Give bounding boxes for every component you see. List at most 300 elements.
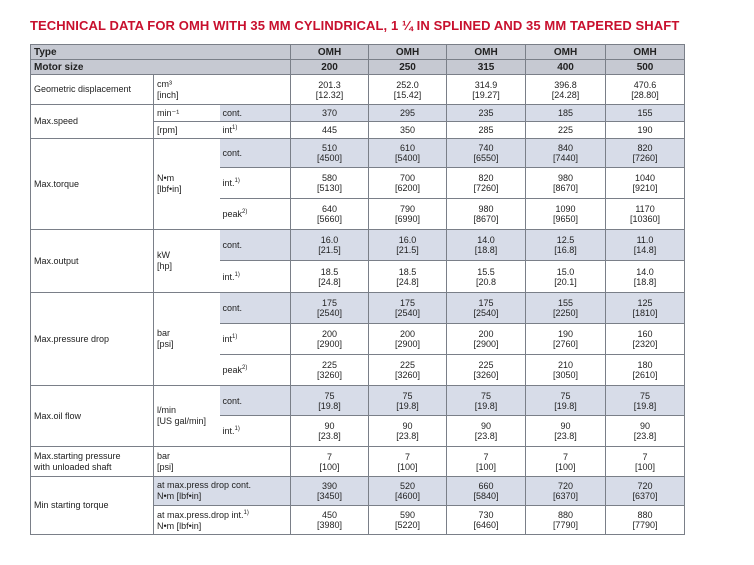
value-text: 75 — [640, 390, 651, 401]
cell-text: kW — [157, 250, 170, 260]
value-cell — [526, 105, 606, 122]
value-text: 510 — [322, 143, 338, 153]
row-label — [31, 230, 154, 293]
value-cell — [369, 324, 447, 355]
value-cell — [447, 168, 526, 199]
sub-label — [220, 105, 291, 122]
cell-text: cont. — [222, 303, 243, 313]
value-text: [2760] — [553, 339, 579, 349]
value-cell — [369, 447, 447, 477]
value-cell — [291, 230, 369, 261]
value-text: 14.0 — [477, 235, 495, 245]
value-text: 125 — [637, 298, 653, 308]
value-cell — [526, 230, 606, 261]
value-text: [6550] — [473, 153, 499, 163]
unit-cell — [154, 122, 220, 139]
row-label — [31, 105, 154, 139]
value-cell — [526, 386, 606, 416]
value-cell — [369, 105, 447, 122]
cell-text: Max.torque — [34, 178, 80, 189]
unit-cell — [154, 105, 220, 122]
row-label — [31, 477, 154, 535]
size-value: 315 — [477, 61, 495, 73]
value-text: 295 — [400, 108, 416, 118]
value-cell — [369, 139, 447, 168]
value-text: [24.8] — [396, 276, 419, 287]
value-cell — [606, 261, 685, 293]
sub-label — [220, 355, 291, 386]
cell-text: [rpm] — [157, 124, 178, 135]
condition-cell — [154, 477, 291, 506]
value-text: 730 — [478, 510, 494, 520]
value-text: 1170 — [635, 204, 655, 214]
value-text: 175 — [478, 298, 494, 308]
value-text: 190 — [558, 329, 574, 339]
value-text: [10360] — [630, 214, 661, 224]
value-cell — [606, 506, 685, 535]
value-text: 190 — [637, 125, 653, 135]
cell-text: [psi] — [157, 461, 174, 472]
value-cell — [369, 477, 447, 506]
value-cell — [369, 230, 447, 261]
value-text: [15.42] — [393, 89, 422, 100]
value-cell — [291, 199, 369, 230]
value-text: [23.8] — [474, 431, 498, 441]
unit-cell — [154, 293, 220, 386]
value-text: [5400] — [395, 153, 421, 163]
value-cell — [369, 168, 447, 199]
value-cell — [606, 168, 685, 199]
sub-label — [220, 230, 291, 261]
value-text: 980 — [558, 173, 574, 183]
value-cell — [606, 416, 685, 447]
cell-text: N•m — [157, 173, 175, 183]
value-text: [6200] — [395, 183, 421, 193]
value-text: [24.8] — [318, 276, 341, 287]
row-label — [31, 75, 154, 105]
value-text: [21.5] — [396, 245, 419, 255]
value-text: [6460] — [473, 520, 499, 530]
value-text: [28.80] — [631, 89, 659, 100]
value-text: 225 — [478, 360, 494, 370]
value-text: [7440] — [553, 153, 579, 163]
value-text: [4500] — [317, 153, 343, 163]
pressure-row — [31, 293, 685, 324]
value-text: [7260] — [473, 183, 499, 193]
value-text: [18.8] — [633, 276, 657, 287]
sub-label — [220, 168, 291, 199]
value-text: 225 — [322, 360, 338, 370]
cell-text: int — [222, 334, 233, 344]
value-cell — [291, 386, 369, 416]
value-text: [18.8] — [474, 245, 498, 255]
value-text: 7 — [483, 451, 489, 462]
value-text: [19.8] — [396, 400, 419, 411]
value-cell — [369, 199, 447, 230]
value-text: 790 — [400, 204, 416, 214]
value-text: 210 — [558, 360, 574, 370]
value-text: 720 — [558, 481, 574, 491]
cell-text: bar — [157, 328, 171, 338]
value-text: 880 — [637, 510, 653, 520]
value-cell — [447, 355, 526, 386]
speed-row — [31, 105, 685, 122]
cell-text: with unloaded shaft — [34, 461, 112, 472]
cell-text: cont. — [222, 108, 243, 118]
value-text: 75 — [324, 390, 335, 401]
value-cell — [369, 386, 447, 416]
sub-label — [220, 324, 291, 355]
size-value: 250 — [399, 61, 416, 73]
value-cell — [291, 105, 369, 122]
value-text: 314.9 — [474, 79, 498, 90]
value-text: [6370] — [553, 491, 579, 501]
value-text: 90 — [481, 421, 492, 431]
value-text: [23.8] — [633, 431, 657, 441]
value-text: 14.0 — [636, 266, 654, 277]
footnote-mark: 1) — [232, 334, 238, 340]
value-cell — [369, 261, 447, 293]
sub-label — [220, 416, 291, 447]
value-cell — [606, 447, 685, 477]
value-cell — [447, 386, 526, 416]
tech-data-table — [30, 44, 685, 535]
value-cell — [447, 122, 526, 139]
value-cell — [369, 293, 447, 324]
value-text: 175 — [400, 298, 416, 308]
value-text: 720 — [637, 481, 653, 491]
value-cell — [447, 139, 526, 168]
value-text: [2540] — [473, 308, 499, 318]
value-text: 1090 — [555, 204, 576, 214]
cell-text: l/min — [157, 405, 177, 415]
value-text: [20.8 — [476, 276, 497, 287]
value-text: 201.3 — [318, 79, 341, 90]
value-text: 200 — [322, 329, 338, 339]
value-text: 390 — [322, 481, 338, 491]
value-text: 18.5 — [320, 266, 339, 277]
value-text: 396.8 — [554, 79, 577, 90]
cell-text: Geometric displacement — [34, 84, 132, 94]
value-cell — [369, 122, 447, 139]
value-cell — [447, 477, 526, 506]
value-cell — [606, 230, 685, 261]
unit-cell — [154, 139, 220, 230]
row-label — [31, 139, 154, 230]
sub-label — [220, 199, 291, 230]
value-text: [100] — [319, 461, 340, 472]
displacement-row — [31, 75, 685, 105]
value-text: 75 — [560, 390, 571, 401]
value-cell — [447, 261, 526, 293]
value-text: 740 — [478, 143, 494, 153]
value-text: [7260] — [632, 153, 658, 163]
footnote-mark: 1) — [234, 178, 240, 184]
type-value: OMH — [633, 46, 657, 58]
value-cell — [526, 293, 606, 324]
value-cell — [606, 105, 685, 122]
value-text: 445 — [322, 125, 338, 135]
value-text: 7 — [642, 451, 648, 462]
value-text: [16.8] — [554, 245, 577, 255]
value-cell — [526, 261, 606, 293]
type-label: Type — [34, 46, 57, 58]
value-cell — [369, 416, 447, 447]
sub-label — [220, 139, 291, 168]
value-text: [8670] — [553, 183, 579, 193]
value-text: 1040 — [635, 173, 656, 183]
value-text: 225 — [400, 360, 416, 370]
cell-text: Max.speed — [34, 116, 79, 126]
value-text: [3260] — [473, 370, 499, 380]
value-cell — [369, 75, 447, 105]
value-text: 16.0 — [320, 235, 339, 245]
oil-row — [31, 386, 685, 416]
value-cell — [606, 293, 685, 324]
value-text: [6370] — [632, 491, 658, 501]
torque-row — [31, 139, 685, 168]
cell-text: [psi] — [157, 339, 174, 349]
value-text: [3450] — [317, 491, 343, 501]
unit-cell — [154, 447, 291, 477]
value-cell — [526, 122, 606, 139]
cell-text: int — [222, 125, 233, 135]
value-cell — [291, 261, 369, 293]
cell-text: Max.oil flow — [34, 410, 82, 421]
value-cell — [291, 122, 369, 139]
value-text: 18.5 — [398, 266, 417, 277]
value-text: [2900] — [395, 339, 421, 349]
sub-label — [220, 293, 291, 324]
value-text: [3050] — [553, 370, 579, 380]
value-text: 200 — [478, 329, 494, 339]
value-cell — [447, 293, 526, 324]
value-text: [23.8] — [554, 431, 577, 441]
cell-text: cont. — [222, 148, 243, 158]
value-cell — [606, 324, 685, 355]
value-cell — [291, 168, 369, 199]
value-text: [9210] — [632, 183, 658, 193]
value-cell — [291, 477, 369, 506]
value-text: 350 — [400, 125, 416, 135]
value-text: 700 — [400, 173, 416, 183]
value-text: [3260] — [317, 370, 343, 380]
value-text: [19.8] — [633, 400, 657, 411]
cell-text: Min starting torque — [34, 500, 109, 510]
value-text: 155 — [558, 298, 574, 308]
value-text: [1810] — [632, 308, 658, 318]
value-text: 11.0 — [636, 235, 654, 245]
cell-text: int. — [222, 271, 235, 282]
value-text: 252.0 — [396, 79, 419, 90]
value-cell — [526, 139, 606, 168]
value-cell — [447, 75, 526, 105]
value-cell — [291, 139, 369, 168]
value-text: [8670] — [473, 214, 499, 224]
size-label: Motor size — [34, 61, 84, 73]
value-cell — [447, 447, 526, 477]
cell-text: Max.pressure drop — [34, 333, 110, 344]
value-text: [6990] — [395, 214, 421, 224]
value-text: [24.28] — [551, 89, 580, 100]
value-cell — [291, 506, 369, 535]
value-cell — [447, 199, 526, 230]
value-cell — [606, 122, 685, 139]
value-text: 200 — [400, 329, 416, 339]
cell-text: cont. — [222, 240, 243, 250]
sub-label — [220, 261, 291, 293]
value-text: [3980] — [317, 520, 343, 530]
cell-text: [inch] — [157, 89, 179, 100]
value-text: [19.8] — [474, 400, 498, 411]
starting-torque-row — [31, 477, 685, 506]
value-text: [23.8] — [318, 431, 341, 441]
value-cell — [526, 416, 606, 447]
value-cell — [526, 506, 606, 535]
value-text: 90 — [640, 421, 651, 431]
value-text: [2320] — [632, 339, 658, 349]
value-cell — [526, 355, 606, 386]
value-text: 980 — [478, 204, 494, 214]
value-text: 590 — [400, 510, 416, 520]
size-value: 400 — [557, 61, 574, 73]
type-value: OMH — [474, 46, 498, 58]
value-text: [12.32] — [315, 89, 344, 100]
value-text: [100] — [555, 461, 576, 472]
value-text: [7790] — [553, 520, 579, 530]
row-label — [31, 447, 154, 477]
value-text: [3260] — [395, 370, 421, 380]
cell-text: Max.starting pressure — [34, 450, 121, 461]
value-text: [20.1] — [554, 276, 577, 287]
value-text: [14.8] — [633, 245, 657, 255]
value-cell — [526, 324, 606, 355]
value-cell — [606, 75, 685, 105]
value-cell — [606, 139, 685, 168]
value-cell — [291, 447, 369, 477]
value-text: 450 — [322, 510, 338, 520]
unit-cell — [154, 230, 220, 293]
type-value: OMH — [553, 46, 578, 58]
value-cell — [526, 199, 606, 230]
cell-text: [hp] — [157, 261, 173, 271]
unit-cell — [154, 386, 220, 447]
page-title: TECHNICAL DATA FOR OMH WITH 35 MM CYLINDRICAL, 1 ¼ IN SPLINED AND 35 MM TAPERED SHAFT — [30, 18, 680, 33]
value-text: 15.5 — [477, 266, 495, 277]
value-text: 15.0 — [556, 266, 575, 277]
value-text: 12.5 — [556, 235, 575, 245]
value-text: [2540] — [395, 308, 421, 318]
value-text: [19.8] — [318, 400, 341, 411]
value-text: [19.27] — [472, 89, 500, 100]
sub-label — [220, 386, 291, 416]
cell-text: [lbf•in] — [157, 184, 182, 194]
footnote-mark: 1) — [232, 125, 238, 131]
row-label — [31, 293, 154, 386]
value-text: [100] — [397, 461, 418, 472]
type-value: OMH — [395, 46, 420, 58]
footnote-mark: 1) — [234, 271, 240, 278]
value-text: [5130] — [317, 183, 343, 193]
cell-text: peak — [222, 209, 243, 219]
value-text: [4600] — [395, 491, 421, 501]
value-text: 840 — [558, 143, 574, 153]
cell-text: N•m [lbf•in] — [157, 491, 202, 501]
value-text: 225 — [558, 125, 574, 135]
value-text: 180 — [637, 360, 653, 370]
output-row — [31, 230, 685, 261]
value-text: 7 — [405, 451, 411, 462]
cell-text: [US gal/min] — [157, 416, 207, 426]
cell-text: int. — [222, 426, 235, 436]
value-text: 7 — [327, 451, 333, 462]
value-text: [100] — [635, 461, 656, 472]
value-text: 470.6 — [633, 79, 657, 90]
value-text: [2250] — [553, 308, 579, 318]
motor-size-row — [31, 60, 685, 75]
value-text: 7 — [563, 451, 569, 462]
type-value: OMH — [317, 46, 342, 58]
footnote-mark: 2) — [242, 365, 248, 371]
cell-text: bar — [157, 450, 171, 461]
value-text: [7790] — [632, 520, 658, 530]
value-text: 90 — [402, 421, 413, 431]
value-cell — [291, 416, 369, 447]
row-label — [31, 386, 154, 447]
value-text: 820 — [478, 173, 494, 183]
value-cell — [291, 75, 369, 105]
value-text: 155 — [637, 108, 653, 118]
value-text: 640 — [322, 204, 338, 214]
condition-cell — [154, 506, 291, 535]
cell-text: min⁻¹ — [157, 107, 180, 118]
value-text: 660 — [478, 481, 494, 491]
footnote-mark: 2) — [242, 209, 248, 215]
footnote-mark: 1) — [243, 510, 249, 516]
size-value: 500 — [636, 61, 654, 73]
value-text: 175 — [322, 298, 338, 308]
value-cell — [291, 324, 369, 355]
value-text: 16.0 — [398, 235, 417, 245]
value-text: 235 — [478, 108, 494, 118]
value-text: 610 — [400, 143, 416, 153]
value-text: [5220] — [395, 520, 421, 530]
cell-text: cm³ — [157, 78, 172, 89]
value-text: [100] — [476, 461, 497, 472]
value-text: 285 — [478, 125, 494, 135]
value-text: 185 — [558, 108, 574, 118]
value-text: [5840] — [473, 491, 499, 501]
unit-cell — [154, 75, 291, 105]
value-cell — [291, 355, 369, 386]
value-text: 90 — [560, 421, 571, 431]
value-cell — [606, 477, 685, 506]
value-text: [19.8] — [554, 400, 577, 411]
value-text: [21.5] — [318, 245, 341, 255]
value-cell — [447, 105, 526, 122]
value-cell — [606, 355, 685, 386]
value-text: [2900] — [473, 339, 499, 349]
value-cell — [606, 386, 685, 416]
value-text: [9650] — [553, 214, 579, 224]
cell-text: Max.output — [34, 255, 79, 266]
value-cell — [369, 355, 447, 386]
cell-text: peak — [222, 365, 243, 375]
footnote-mark: 1) — [234, 426, 240, 432]
value-text: 75 — [481, 390, 492, 401]
value-text: [2900] — [317, 339, 343, 349]
value-text: 880 — [558, 510, 574, 520]
